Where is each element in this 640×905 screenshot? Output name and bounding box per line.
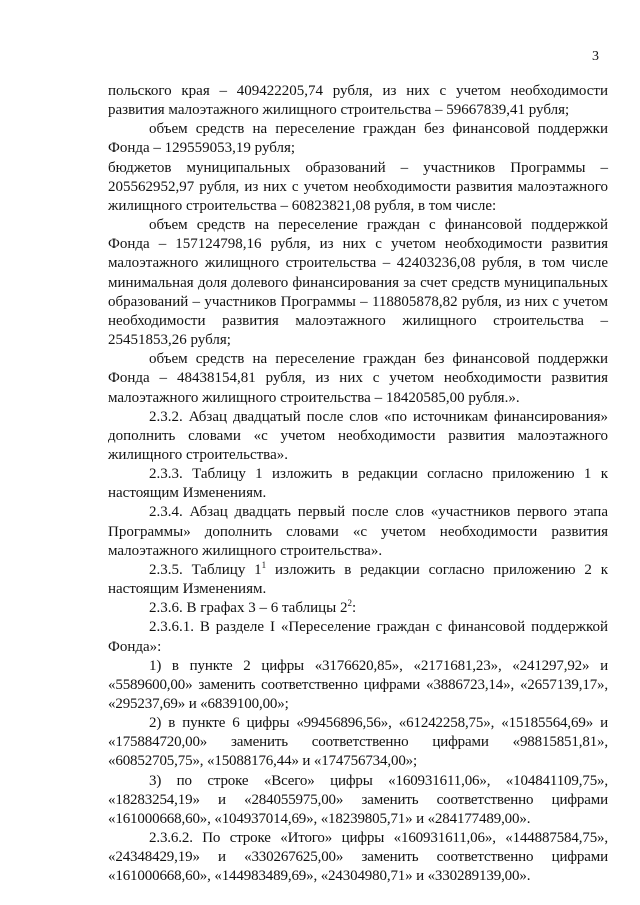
- paragraph-regional-budget: польского края – 409422205,74 рубля, из них с учетом необходимости развития малоэтажного жилищного строительства – 59667839,41 рубля;: [108, 83, 608, 119]
- paragraph-item-1: 1) в пункте 2 цифры «3176620,85», «2171681,23», «241297,92» и «5589600,00» заменить соответственно цифрами «3886723,14», «2657139,17», «295237,69» и «6839100,00»;: [108, 657, 608, 712]
- superscript-1: 1: [261, 559, 267, 570]
- paragraph-2-3-2: 2.3.2. Абзац двадцатый после слов «по источникам финансирования» дополнить словами «с учетом необходимости развития малоэтажного жилищного строительства».: [108, 408, 608, 463]
- paragraph-item-3: 3) по строке «Всего» цифры «160931611,06», «104841109,75», «18283254,19» и «284055975,00» заменить соответственно цифрами «161000668,60», «104937014,69», «18239805,71» и «284177489,00».: [108, 772, 608, 827]
- paragraph-2-3-6-1: 2.3.6.1. В разделе I «Переселение граждан с финансовой поддержкой Фонда»:: [108, 619, 608, 655]
- document-body: [108, 82, 608, 887]
- page-number: 3: [592, 49, 599, 64]
- paragraph-municipal-with-fund: объем средств на переселение граждан с финансовой поддержкой Фонда – 157124798,16 рубля, из них с учетом необходимости развития малоэтажного жилищного строительства – 42403236,08 рубля, в том числе минимальная доля долевого финансирования за счет средств муниципальных образований – участников Программы – 118805878,82 рубля, из них с учетом необходимости развития малоэтажного жилищного строительства – 25451853,26 рубля;: [108, 217, 608, 349]
- paragraph-regional-without-fund: объем средств на переселение граждан без финансовой поддержки Фонда – 129559053,19 рубля;: [108, 121, 608, 157]
- paragraph-2-3-3: 2.3.3. Таблицу 1 изложить в редакции согласно приложению 1 к настоящим Изменениям.: [108, 466, 608, 502]
- paragraph-2-3-4: 2.3.4. Абзац двадцать первый после слов «участников первого этапа Программы» дополнить словами «с учетом необходимости развития малоэтажного жилищного строительства».: [108, 504, 608, 559]
- paragraph-2-3-6-text: 2.3.6. В графах 3 – 6 таблицы 2: [149, 600, 348, 617]
- paragraph-2-3-6-text-end: :: [351, 600, 357, 617]
- paragraph-2-3-6: [108, 599, 608, 618]
- paragraph-2-3-6-2: 2.3.6.2. По строке «Итого» цифры «160931611,06», «144887584,75», «24348429,19» и «330267625,00» заменить соответственно цифрами «161000668,60», «144983489,69», «24304980,71» и «330289139,00».: [108, 830, 608, 885]
- paragraph-item-2: 2) в пункте 6 цифры «99456896,56», «61242258,75», «15185564,69» и «175884720,00» заменить соответственно цифрами «98815851,81», «60852705,75», «15088176,44» и «174756734,00»;: [108, 715, 608, 770]
- paragraph-municipal-budgets: бюджетов муниципальных образований – участников Программы – 205562952,97 рубля, из них с учетом необходимости развития малоэтажного жилищного строительства – 60823821,08 рубля, в том числе:: [108, 159, 608, 214]
- paragraph-2-3-5-text-end: изложить в редакции согласно приложению 2 к настоящим Изменениям.: [108, 561, 608, 598]
- paragraph-2-3-5: [108, 561, 608, 599]
- superscript-2: 2: [347, 598, 352, 609]
- paragraph-2-3-5-text: 2.3.5. Таблицу 1: [149, 561, 262, 578]
- paragraph-municipal-without-fund: объем средств на переселение граждан без финансовой поддержки Фонда – 48438154,81 рубля, из них с учетом необходимости развития малоэтажного жилищного строительства – 18420585,00 рубля.».: [108, 351, 608, 406]
